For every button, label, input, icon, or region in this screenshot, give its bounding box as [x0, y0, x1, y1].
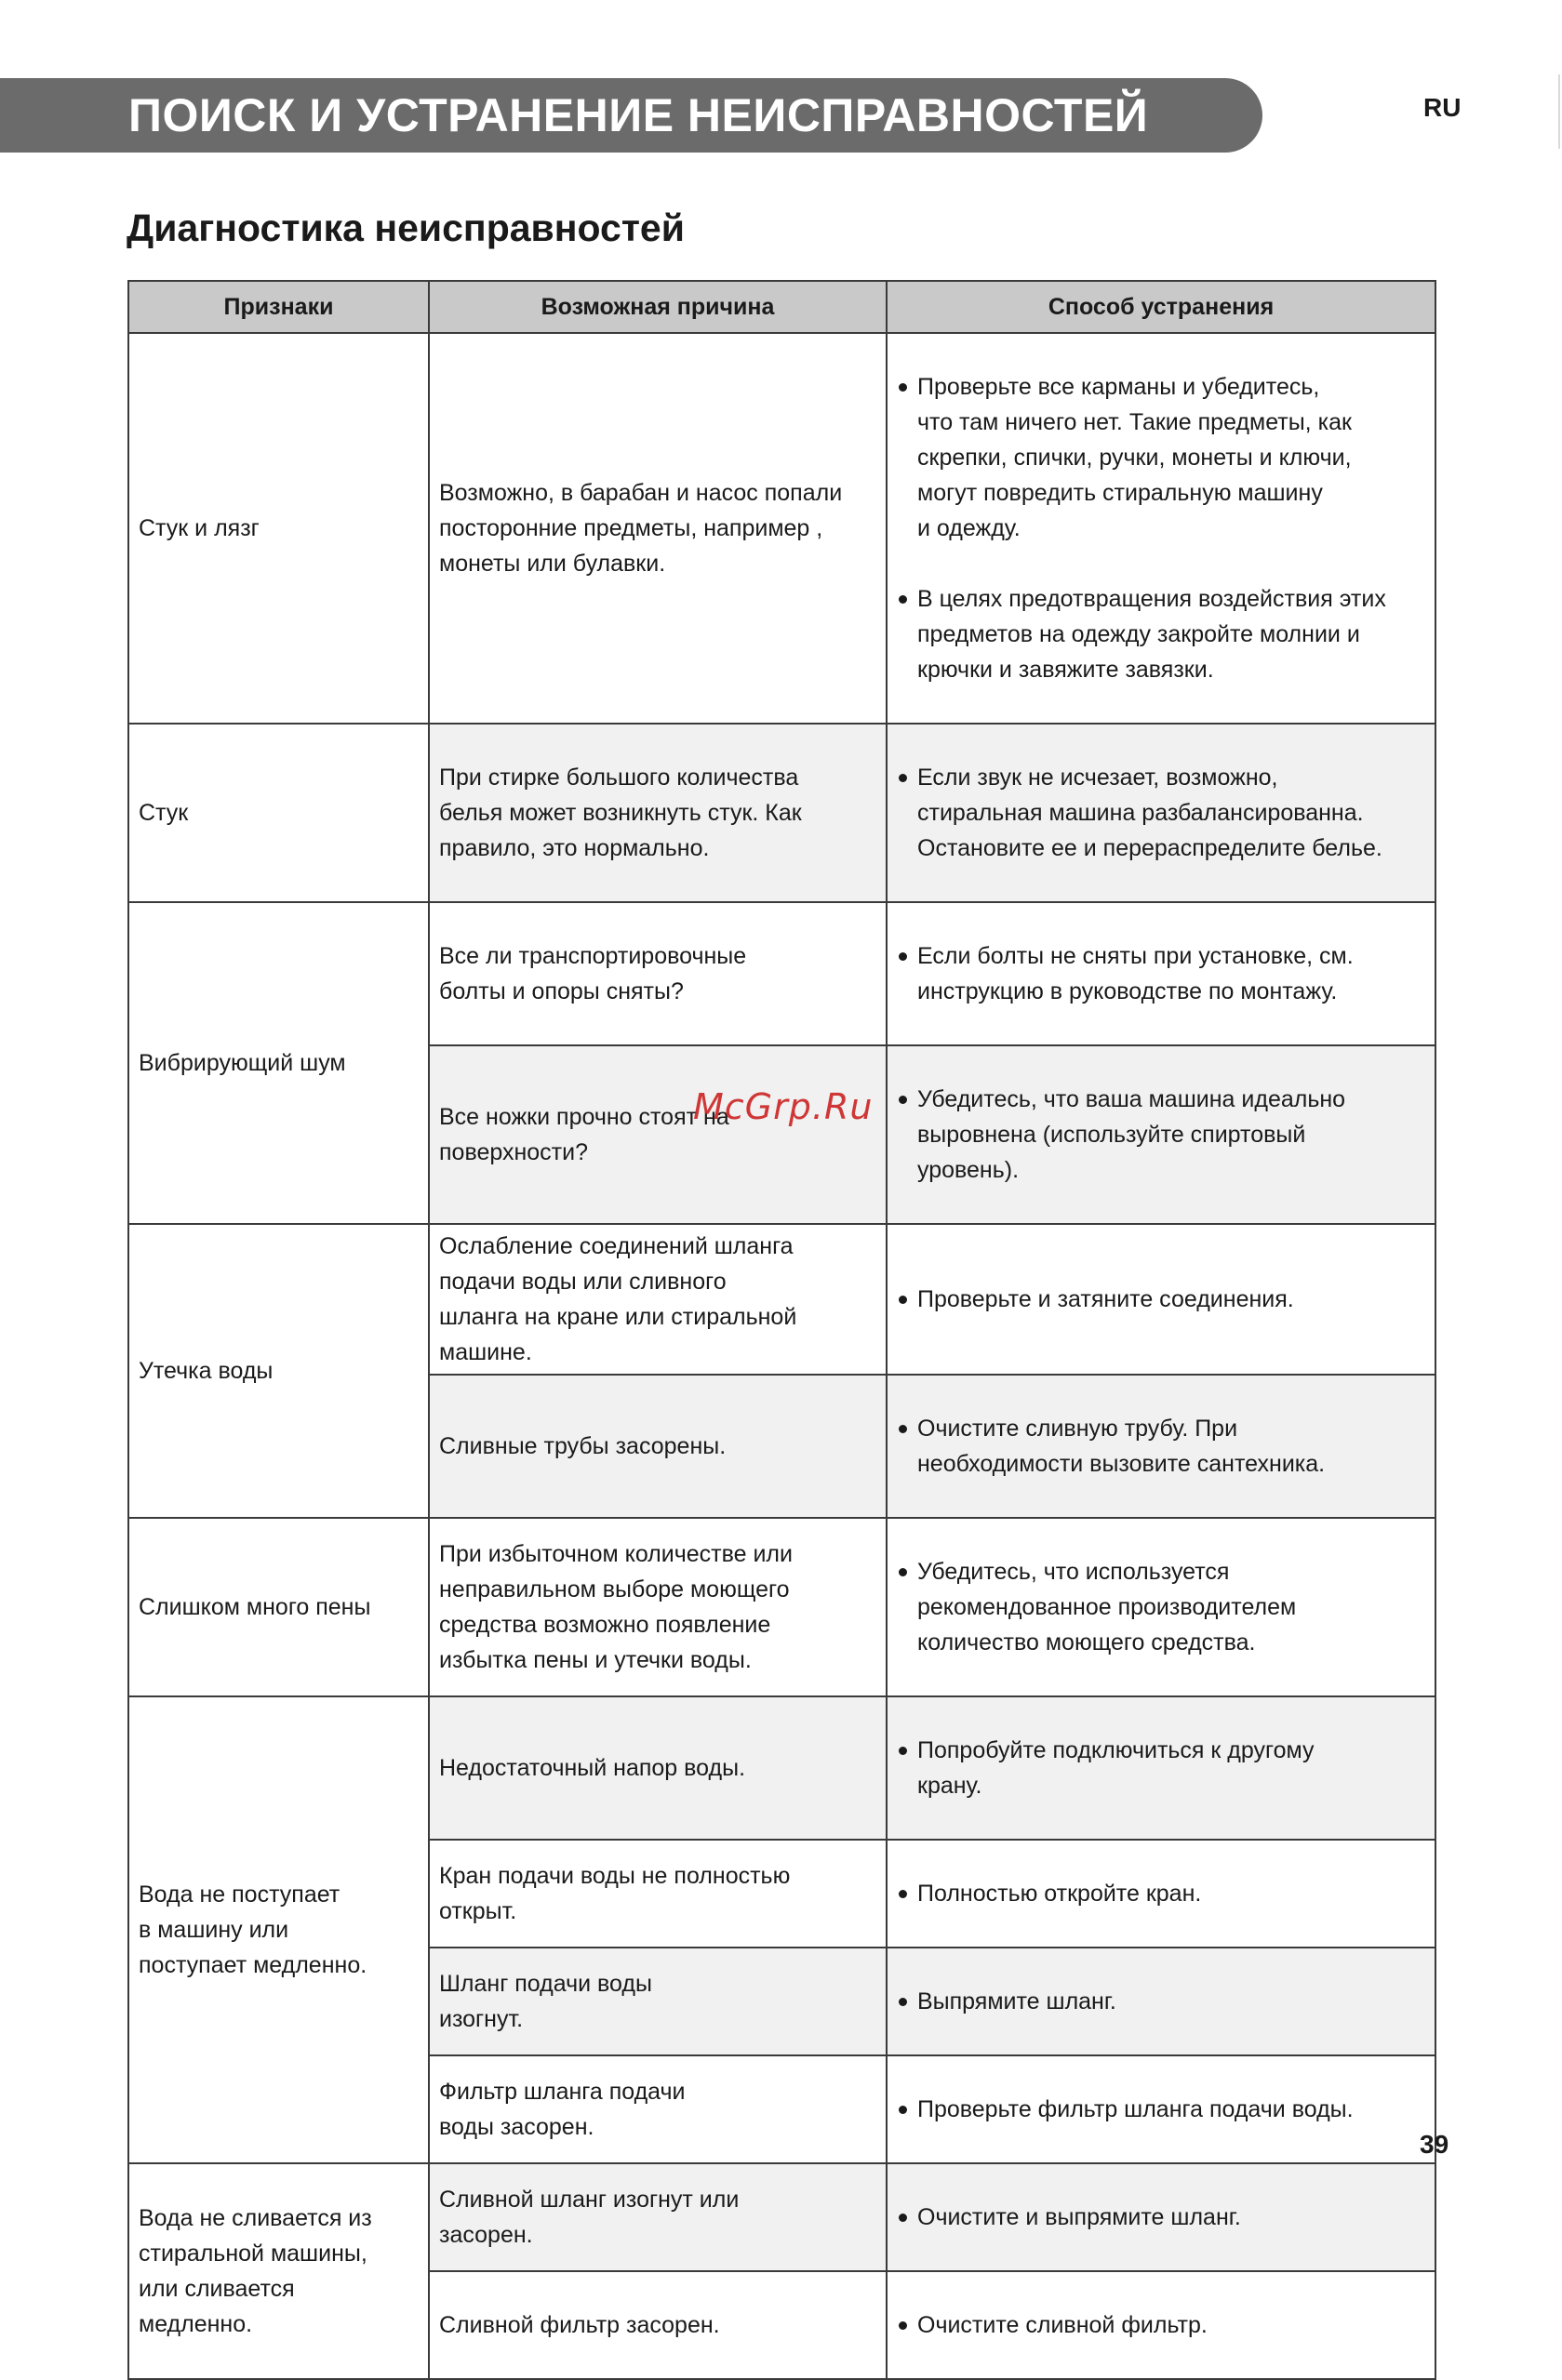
page-title: ПОИСК И УСТРАНЕНИЕ НЕИСПРАВНОСТЕЙ [128, 89, 1149, 141]
cause-cell: Сливной фильтр засорен. [429, 2271, 887, 2379]
fix-item: Проверьте фильтр шланга подачи воды. [897, 2092, 1425, 2127]
fix-cell [887, 1224, 1435, 1375]
cause-cell: Сливной шланг изогнут или засорен. [429, 2163, 887, 2271]
symptom-cell: Вода не поступает в машину или поступает медленно. [128, 1696, 429, 2163]
troubleshooting-table [127, 280, 1436, 2380]
symptom-cell: Стук и лязг [128, 333, 429, 724]
cause-cell: При избыточном количестве или неправильном выборе моющего средства возможно появление избытка пены и утечки воды. [429, 1518, 887, 1696]
fix-cell [887, 1840, 1435, 1948]
cause-cell: Все ли транспортировочные болты и опоры сняты? [429, 902, 887, 1045]
watermark: McGrp.Ru [693, 1086, 874, 1127]
fix-cell [887, 902, 1435, 1045]
symptom-cell: Стук [128, 724, 429, 902]
symptom-cell: Утечка воды [128, 1224, 429, 1518]
fix-cell [887, 1696, 1435, 1840]
fix-cell [887, 1375, 1435, 1518]
fix-item: Попробуйте подключиться к другому крану. [897, 1733, 1425, 1803]
fix-item: Очистите и выпрямите шланг. [897, 2200, 1425, 2235]
section-title: Диагностика неисправностей [127, 206, 685, 249]
cause-cell: При стирке большого количества белья может возникнуть стук. Как правило, это нормально. [429, 724, 887, 902]
fix-item: Убедитесь, что ваша машина идеально выровнена (используйте спиртовый уровень). [897, 1082, 1425, 1188]
fix-cell [887, 1518, 1435, 1696]
fix-item: Очистите сливной фильтр. [897, 2307, 1425, 2343]
cause-cell: Сливные трубы засорены. [429, 1375, 887, 1518]
fix-item: Проверьте и затяните соединения. [897, 1282, 1425, 1317]
table-row [128, 724, 1435, 902]
fix-cell [887, 333, 1435, 724]
table-row [128, 1224, 1435, 1375]
cause-cell: Возможно, в барабан и насос попали посторонние предметы, например , монеты или булавки. [429, 333, 887, 724]
fix-item: Если болты не сняты при установке, см. инструкцию в руководстве по монтажу. [897, 938, 1425, 1009]
language-label: RU [1423, 93, 1462, 122]
cause-cell: Фильтр шланга подачи воды засорен. [429, 2055, 887, 2163]
symptom-cell: Вибрирующий шум [128, 902, 429, 1224]
symptom-cell: Слишком много пены [128, 1518, 429, 1696]
fix-item: Проверьте все карманы и убедитесь, что там ничего нет. Такие предметы, как скрепки, спички, ручки, монеты и ключи, могут повредить стиральную машину и одежду. [897, 369, 1425, 546]
cause-cell: Ослабление соединений шланга подачи воды или сливного шланга на кране или стиральной машине. [429, 1224, 887, 1375]
fix-item: Убедитесь, что используется рекомендованное производителем количество моющего средства. [897, 1554, 1425, 1660]
fix-cell [887, 724, 1435, 902]
column-header-fix: Способ устранения [887, 281, 1435, 333]
fix-cell [887, 1948, 1435, 2055]
edge-rule [1558, 74, 1560, 149]
fix-item: Выпрямите шланг. [897, 1984, 1425, 2019]
fix-cell [887, 2055, 1435, 2163]
fix-item: Если звук не исчезает, возможно, стиральная машина разбалансированна. Остановите ее и перераспределите белье. [897, 760, 1425, 866]
page-number: 39 [1420, 2130, 1449, 2159]
cause-cell: Недостаточный напор воды. [429, 1696, 887, 1840]
table-row [128, 2163, 1435, 2271]
table-row [128, 333, 1435, 724]
cause-cell: Кран подачи воды не полностью открыт. [429, 1840, 887, 1948]
column-header-cause: Возможная причина [429, 281, 887, 333]
fix-item: В целях предотвращения воздействия этих предметов на одежду закройте молнии и крючки и завяжите завязки. [897, 581, 1425, 687]
cause-cell: Шланг подачи воды изогнут. [429, 1948, 887, 2055]
fix-item: Полностью откройте кран. [897, 1876, 1425, 1911]
fix-item: Очистите сливную трубу. При необходимости вызовите сантехника. [897, 1411, 1425, 1482]
cause-cell: Все ножки прочно стоят на поверхности? [429, 1045, 887, 1224]
symptom-cell: Вода не сливается из стиральной машины, или сливается медленно. [128, 2163, 429, 2379]
table-row [128, 1518, 1435, 1696]
table-row [128, 902, 1435, 1045]
fix-cell [887, 2163, 1435, 2271]
fix-cell [887, 2271, 1435, 2379]
column-header-symptom: Признаки [128, 281, 429, 333]
table-header-row [128, 281, 1435, 333]
table-row [128, 1696, 1435, 1840]
fix-cell [887, 1045, 1435, 1224]
